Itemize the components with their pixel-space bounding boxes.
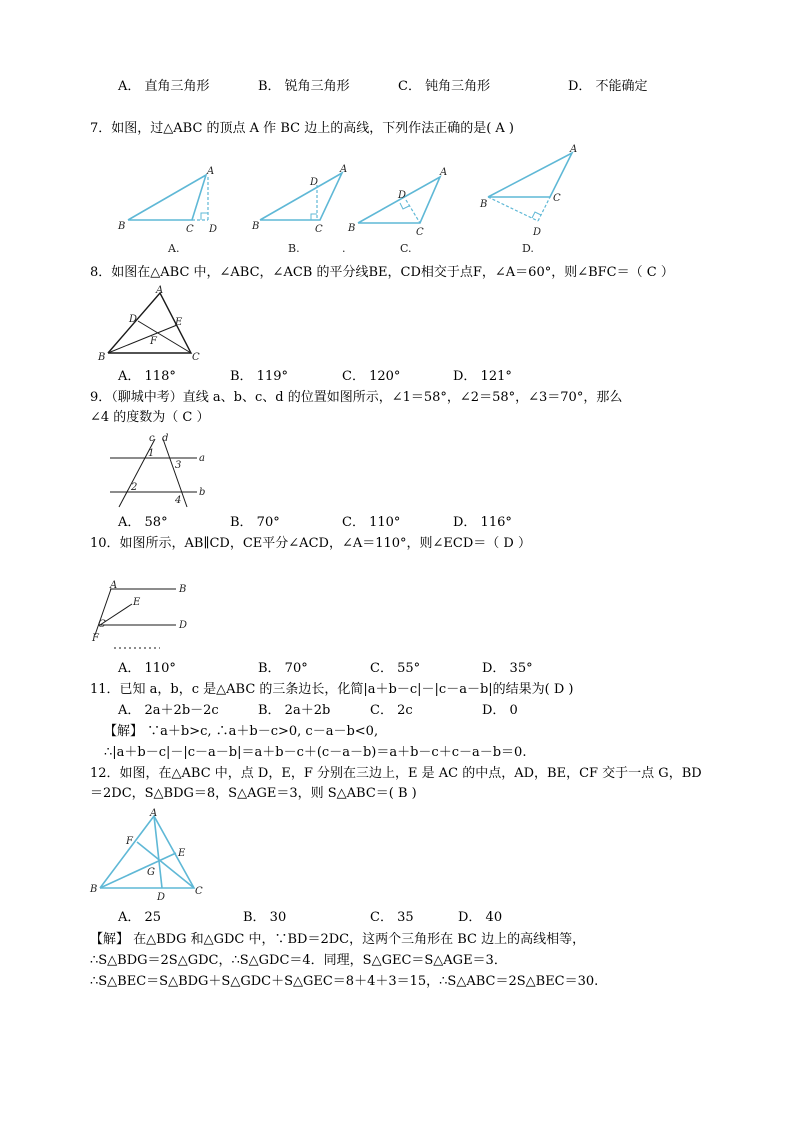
- svg-text:B: B: [98, 352, 106, 363]
- q7-figure-d: [479, 144, 577, 255]
- q8-option-a: A． 118°: [118, 369, 176, 384]
- q11-stem: 11．已知 a，b，c 是△ABC 的三条边长，化简|a＋b－c|－|c－a－b|的结果为( D ): [90, 682, 574, 697]
- q7-figure-a: [117, 166, 217, 255]
- q12-option-b: B． 30: [243, 910, 287, 925]
- svg-text:d: d: [162, 433, 169, 444]
- q7-figure-b: [251, 164, 347, 255]
- svg-text:D: D: [533, 227, 542, 238]
- q6-option-d: D． 不能确定: [568, 79, 648, 94]
- q6-option-a: A． 直角三角形: [118, 79, 210, 94]
- svg-text:b: b: [199, 487, 206, 498]
- svg-text:C: C: [195, 886, 203, 897]
- q11-option-b: B． 2a＋2b: [258, 703, 331, 718]
- svg-text:D: D: [157, 892, 166, 903]
- svg-text:A: A: [207, 166, 215, 177]
- q12-option-d: D． 40: [458, 910, 503, 925]
- svg-text:F: F: [126, 836, 133, 847]
- q8-option-b: B． 119°: [230, 369, 288, 384]
- q9-option-b: B． 70°: [230, 515, 280, 530]
- q10-option-c: C． 55°: [370, 661, 421, 676]
- svg-text:A: A: [440, 167, 448, 178]
- q7-caption-a: A.: [168, 242, 180, 255]
- q11-solution-line2: ∴|a＋b－c|－|c－a－b|＝a＋b－c＋(c－a－b)＝a＋b－c＋c－a－b＝0.: [104, 745, 527, 760]
- svg-text:F: F: [150, 336, 157, 347]
- q9-stem-line1: 9．（聊城中考）直线 a、b、c、d 的位置如图所示，∠1＝58°，∠2＝58°，∠3＝70°，那么: [90, 390, 623, 405]
- svg-text:B: B: [480, 199, 488, 210]
- svg-text:E: E: [133, 597, 141, 608]
- svg-text:D: D: [179, 620, 188, 631]
- q7-caption-d: D.: [522, 242, 534, 255]
- svg-text:C: C: [192, 352, 200, 363]
- q9-stem-line2: ∠4 的度数为（ C ）: [90, 410, 210, 425]
- svg-text:B: B: [179, 584, 187, 595]
- q7-figures: [110, 145, 590, 260]
- q11-solution-line1: 【解】 ∵a＋b>c, ∴a＋b－c>0, c－a－b<0,: [104, 724, 379, 739]
- q11-option-a: A． 2a＋2b－2c: [118, 703, 219, 718]
- q10-option-b: B． 70°: [258, 661, 308, 676]
- q8-stem: 8．如图在△ABC 中，∠ABC，∠ACB 的平分线BE，CD相交于点F，∠A＝60°，则∠BFC＝（ C ）: [90, 265, 674, 280]
- svg-text:C: C: [186, 224, 194, 235]
- q8-option-c: C． 120°: [342, 369, 401, 384]
- q10-option-a: A． 110°: [118, 661, 176, 676]
- q9-option-c: C． 110°: [342, 515, 401, 530]
- svg-text:C: C: [553, 193, 561, 204]
- svg-text:D: D: [398, 190, 407, 201]
- svg-text:4: 4: [175, 495, 182, 506]
- svg-text:c: c: [149, 433, 155, 444]
- svg-text:A: A: [110, 580, 118, 591]
- svg-text:B: B: [348, 223, 356, 234]
- q7-caption-c: C.: [400, 242, 412, 255]
- svg-text:D: D: [209, 224, 218, 235]
- svg-text:A: A: [150, 808, 158, 819]
- svg-text:G: G: [147, 867, 155, 878]
- svg-text:a: a: [199, 453, 205, 464]
- q12-figure: [90, 808, 215, 908]
- svg-text:1: 1: [148, 448, 155, 459]
- q10-figure: [90, 578, 200, 653]
- q11-option-c: C． 2c: [370, 703, 413, 718]
- svg-text:D: D: [129, 314, 138, 325]
- q10-stem: 10．如图所示，AB∥CD，CE平分∠ACD，∠A＝110°，则∠ECD＝（ D ）: [90, 536, 531, 551]
- svg-text:F: F: [92, 633, 99, 644]
- svg-text:D: D: [310, 177, 319, 188]
- svg-text:E: E: [178, 848, 186, 859]
- svg-text:A: A: [156, 285, 164, 296]
- q12-solution-line2: ∴S△BDG＝2S△GDC，∴S△GDC＝4．同理，S△GEC＝S△AGE＝3．: [90, 953, 507, 968]
- q12-solution-line1: 【解】 在△BDG 和△GDC 中，∵BD＝2DC，这两个三角形在 BC 边上的高线相等，: [90, 932, 586, 947]
- q12-stem-line2: ＝2DC，S△BDG＝8，S△AGE＝3，则 S△ABC＝( B ): [90, 786, 417, 801]
- q6-option-c: C． 钝角三角形: [398, 79, 491, 94]
- q9-option-d: D． 116°: [453, 515, 512, 530]
- q12-solution-line3: ∴S△BEC＝S△BDG＋S△GDC＋S△GEC＝8＋4＋3＝15，∴S△ABC＝2S△BEC＝30.: [90, 974, 599, 989]
- svg-text:C: C: [315, 224, 323, 235]
- q7-stem: 7．如图，过△ABC 的顶点 A 作 BC 边上的高线，下列作法正确的是( A ): [90, 121, 514, 136]
- q12-stem-line1: 12．如图，在△ABC 中，点 D，E，F 分别在三边上，E 是 AC 的中点，AD，BE，CF 交于一点 G，BD: [90, 766, 702, 781]
- q9-figure: [105, 433, 210, 513]
- svg-text:B: B: [118, 221, 126, 232]
- svg-text:A: A: [340, 164, 348, 175]
- svg-text:C: C: [416, 227, 424, 238]
- svg-text:C: C: [98, 619, 106, 630]
- svg-text:2: 2: [131, 482, 138, 493]
- q12-option-c: C． 35: [370, 910, 414, 925]
- q7-figure-c: [342, 167, 447, 255]
- svg-text:B: B: [252, 221, 260, 232]
- svg-text:3: 3: [175, 460, 182, 471]
- q10-option-d: D． 35°: [482, 661, 533, 676]
- q7-dot: .: [342, 242, 346, 255]
- q9-option-a: A． 58°: [118, 515, 168, 530]
- q6-option-b: B． 锐角三角形: [258, 79, 350, 94]
- q12-option-a: A． 25: [118, 910, 162, 925]
- svg-text:B: B: [90, 884, 98, 895]
- q11-option-d: D． 0: [482, 703, 518, 718]
- svg-text:A: A: [570, 144, 578, 155]
- q7-caption-b: B.: [288, 242, 300, 255]
- q8-figure: [95, 285, 215, 365]
- svg-text:E: E: [175, 317, 183, 328]
- q8-option-d: D． 121°: [453, 369, 512, 384]
